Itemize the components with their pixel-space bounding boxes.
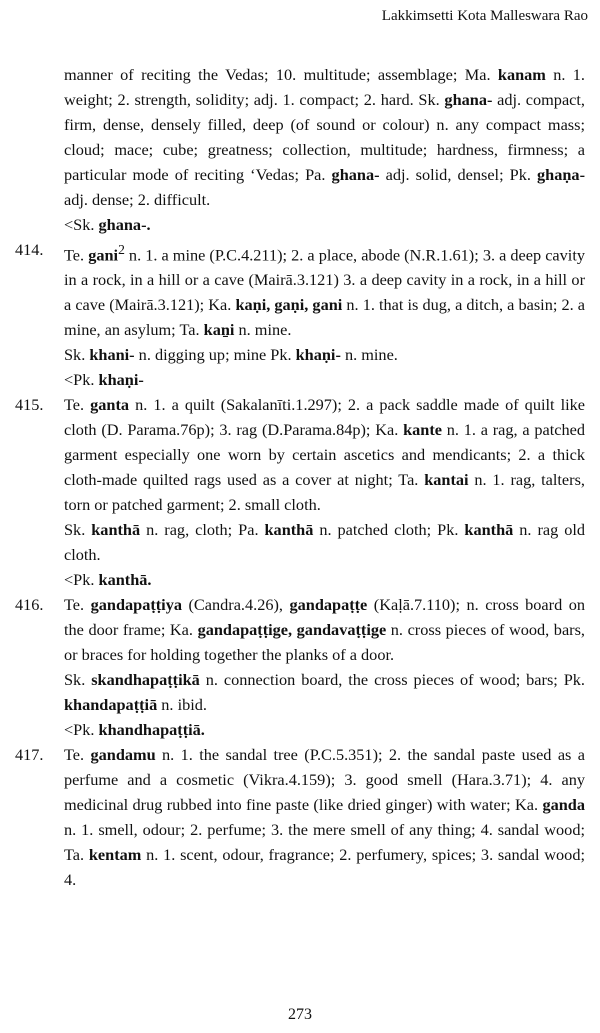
entry-paragraph	[64, 592, 585, 667]
text-run: <Pk.	[64, 370, 99, 390]
text-run: n. rag old cloth.	[64, 520, 586, 565]
headword: kaṇi, gaṇi, gani	[235, 295, 343, 315]
text-run: (Candra.4.26),	[182, 595, 290, 615]
text-run: n. connection board, the cross pieces of wood; bars; Pk.	[199, 670, 585, 690]
text-run: <Sk.	[64, 215, 99, 234]
headword: kante	[403, 420, 442, 440]
entry-paragraph	[64, 742, 585, 892]
entry-paragraph	[64, 367, 585, 392]
text-run: adj. compact, firm, dense, densely filled, deep (of sound or colour) n. any compact mass; cloud; mace; cube; greatness; collection, multitude; hardness, firmness; a particular mode of reciting ‘Vedas; Pa.	[64, 90, 585, 184]
text-run: n. cross pieces of wood, bars, or braces for holding together the planks of a door.	[64, 620, 585, 665]
entry-paragraph	[64, 717, 585, 742]
entry-body	[64, 742, 585, 892]
superscript: 2	[118, 242, 125, 257]
entry-number: 416.	[15, 595, 44, 615]
entry-body	[64, 392, 585, 592]
dictionary-entry	[15, 592, 585, 742]
text-run: n. mine.	[340, 345, 398, 365]
headword: kanthā	[264, 520, 314, 540]
headword: kaṉi	[203, 320, 235, 340]
text-run: adj. solid, densel; Pk.	[379, 165, 538, 184]
headword: kanthā	[91, 520, 141, 540]
entry-body	[64, 592, 585, 742]
text-run: n. 1. a quilt (Sakalanīti.1.297); 2. a pack saddle made of quilt like cloth (D. Parama.76p); 3. rag (D.Parama.84p); Ka.	[64, 395, 585, 440]
entry-paragraph	[64, 667, 585, 717]
entry-number: 415.	[15, 395, 44, 415]
text-run: manner of reciting the Vedas; 10. multitude; assemblage; Ma.	[64, 65, 498, 84]
headword: khaṇi-	[98, 370, 144, 390]
headword: kantai	[424, 470, 469, 490]
headword: khandhapaṭṭiā.	[98, 720, 205, 740]
text-run: Te.	[64, 595, 91, 615]
headword: ghana-	[444, 90, 493, 109]
headword: khandapaṭṭiā	[64, 695, 158, 715]
headword: khani-	[89, 345, 135, 365]
headword: ganta	[90, 395, 130, 415]
headword: kanam	[497, 65, 546, 84]
text-run: n. rag, cloth; Pa.	[140, 520, 265, 540]
entry-paragraph	[64, 342, 585, 367]
headword: ganda	[542, 795, 585, 815]
text-run: n. 1. scent, odour, fragrance; 2. perfumery, spices; 3. sandal wood; 4.	[64, 845, 585, 890]
text-run: n. mine.	[234, 320, 292, 340]
entry-paragraph	[64, 517, 585, 567]
text-run: n. digging up; mine Pk.	[134, 345, 296, 365]
headword: kanthā	[464, 520, 514, 540]
text-run: Te.	[64, 745, 91, 765]
headword: khaṇi-	[295, 345, 341, 365]
entry-list	[15, 237, 585, 892]
entry-number: 414.	[15, 240, 44, 259]
entry-paragraph	[64, 567, 585, 592]
text-run: Sk.	[64, 670, 92, 690]
entry-paragraph	[64, 237, 585, 342]
text-run: <Pk.	[64, 570, 99, 590]
headword: kanthā.	[98, 570, 152, 590]
headword: gani	[88, 245, 119, 265]
intro-paragraph	[15, 62, 585, 212]
headword: ghana-.	[98, 215, 151, 234]
text-run: n. 1. that is dug, a ditch, a basin; 2. a mine, an asylum; Ta.	[64, 295, 585, 340]
headword: gandapaṭṭiya	[90, 595, 182, 615]
headword: ghana-	[331, 165, 380, 184]
headword: kentam	[88, 845, 142, 865]
text-run: n. 1. the sandal tree (P.C.5.351); 2. the sandal paste used as a perfume and a cosmetic (Vikra.4.159); 3. good smell (Hara.3.71); 4. any medicinal drug rubbed into fine paste (like dried ginger) with water; Ka.	[64, 745, 585, 815]
text-run: n. ibid.	[157, 695, 207, 715]
headword: ghaṇa-	[537, 165, 585, 184]
text-run: n. patched cloth; Pk.	[313, 520, 465, 540]
headword: gandapaṭṭe	[289, 595, 368, 615]
headword: gandapaṭṭige, gandavaṭṭige	[197, 620, 387, 640]
text-run: n. 1. a mine (P.C.4.211); 2. a place, abode (N.R.1.61); 3. a deep cavity in a rock, in a hill or a cave (Mairā.3.121) 3. a deep cavity in a rock, in a hill or a cave (Mairā.3.121); Ka.	[64, 245, 585, 315]
intro-source	[15, 212, 585, 237]
entry-paragraph	[64, 392, 585, 517]
text-run: n. 1. weight; 2. strength, solidity; adj. 1. compact; 2. hard. Sk.	[64, 65, 585, 109]
running-header: Lakkimsetti Kota Malleswara Rao	[381, 8, 588, 24]
text-run: Sk.	[64, 345, 90, 365]
dictionary-text	[15, 62, 585, 892]
text-run: n. 1. smell, odour; 2. perfume; 3. the mere smell of any thing; 4. sandal wood; Ta.	[64, 820, 585, 865]
text-run: n. 1. a rag, a patched garment especially one worn by certain ascetics and mendicants; 2. a thick cloth-made quilted rags used as a cover at night; Ta.	[64, 420, 585, 490]
text-run: adj. dense; 2. difficult.	[64, 190, 211, 209]
text-run: Te.	[64, 395, 91, 415]
headword: skandhapaṭṭikā	[91, 670, 200, 690]
text-run: Sk.	[64, 520, 92, 540]
text-run: Te.	[64, 245, 89, 265]
dictionary-entry	[15, 237, 585, 392]
entry-number: 417.	[15, 745, 44, 765]
text-run: n. 1. rag, talters, torn or patched garment; 2. small cloth.	[64, 470, 585, 515]
text-run: (Kaḷā.7.110); n. cross board on the door frame; Ka.	[64, 595, 585, 640]
headword: gandamu	[90, 745, 156, 765]
page-number: 273	[288, 1006, 312, 1023]
dictionary-entry	[15, 742, 585, 892]
text-run: <Pk.	[64, 720, 99, 740]
entry-body	[64, 237, 585, 392]
dictionary-entry	[15, 392, 585, 592]
